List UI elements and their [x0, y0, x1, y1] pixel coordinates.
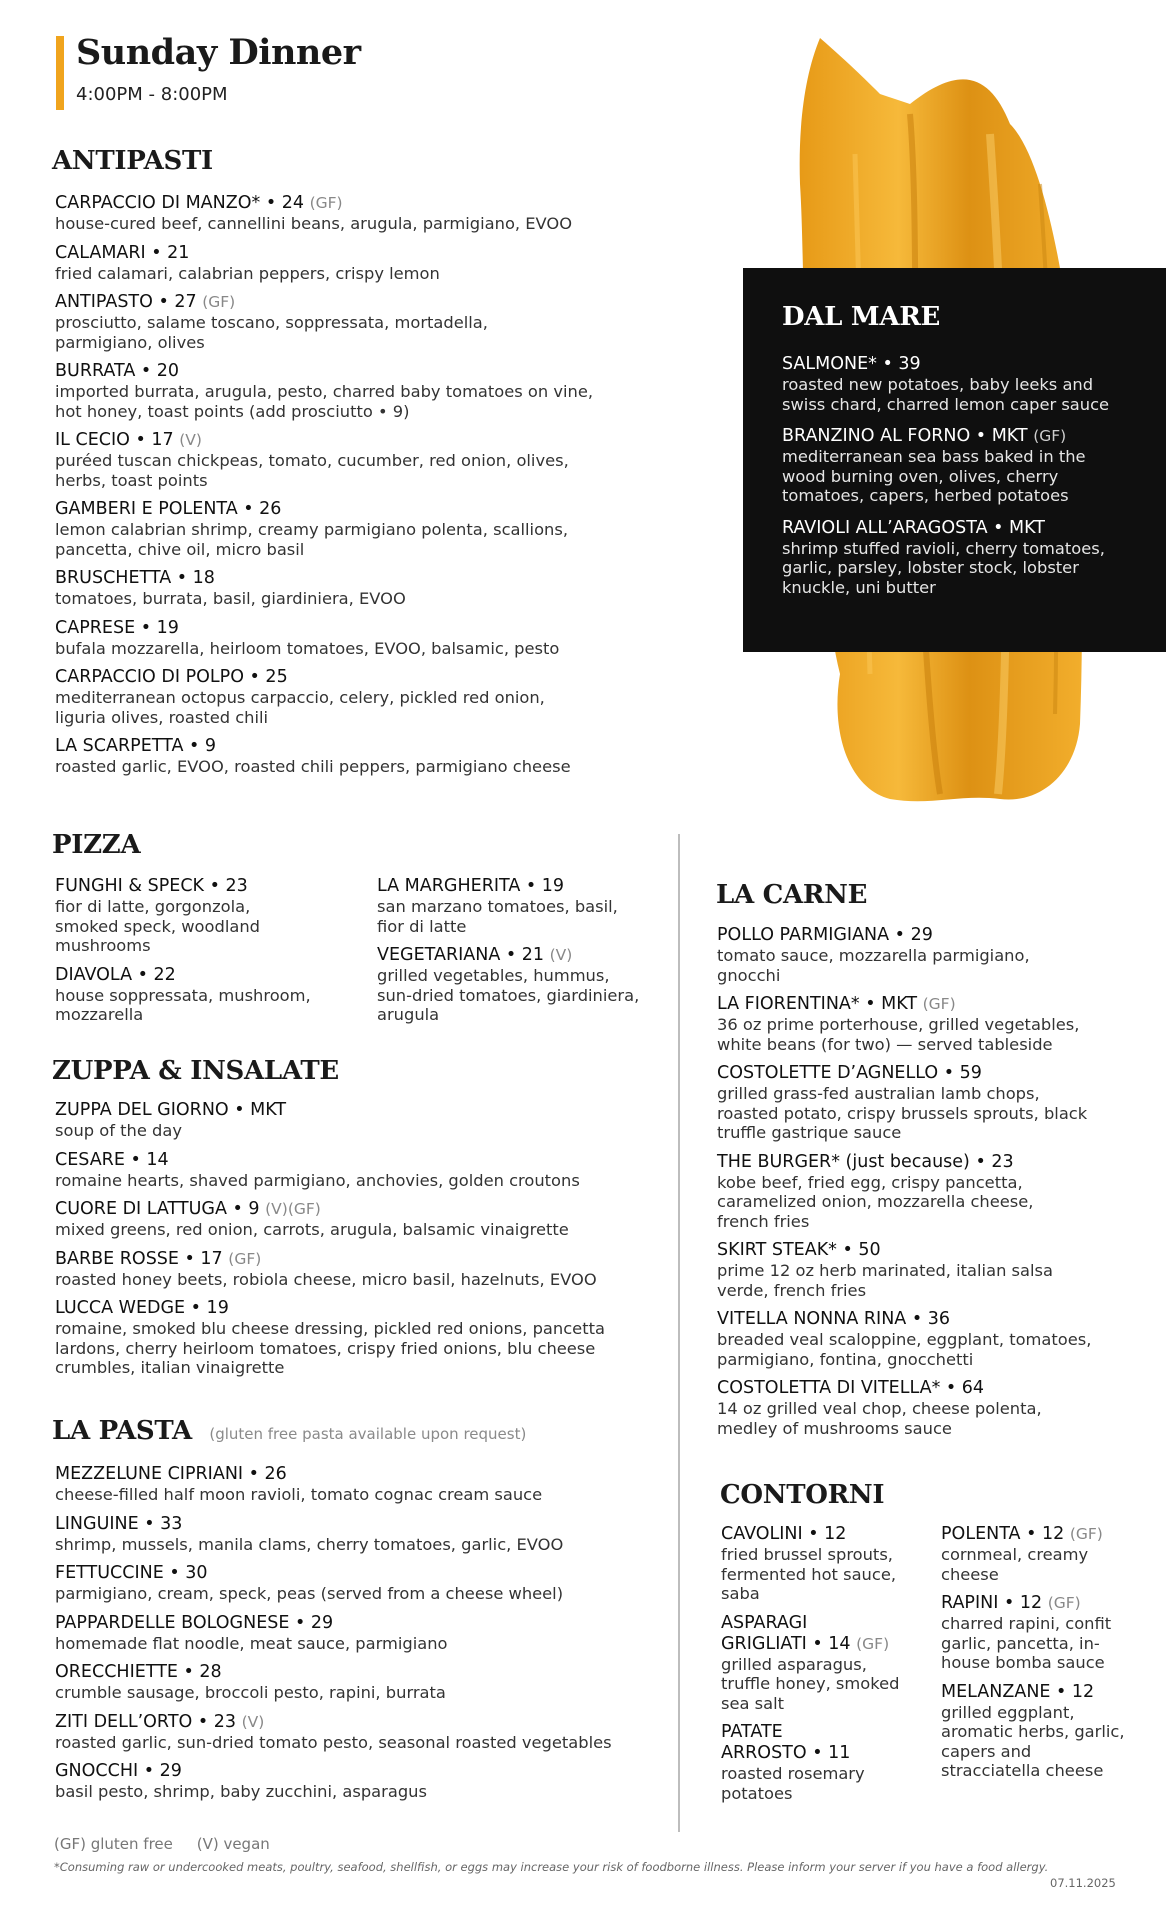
- carne-list: [717, 925, 1137, 1447]
- item-name: LA MARGHERITA • 19: [377, 876, 565, 896]
- item-description: 36 oz prime porterhouse, grilled vegetables, white beans (for two) — served tableside: [717, 1015, 1080, 1054]
- item-name: ORECCHIETTE • 28: [55, 1662, 222, 1682]
- item-description: prime 12 oz herb marinated, italian salsa verde, french fries: [717, 1261, 1053, 1300]
- menu-item: [55, 667, 675, 727]
- item-name: LA FIORENTINA* • MKT: [717, 994, 918, 1014]
- menu-item: [721, 1613, 921, 1714]
- menu-item: [55, 1563, 675, 1604]
- item-name: COSTOLETTE D’AGNELLO • 59: [717, 1063, 982, 1083]
- section-heading-la-carne: LA CARNE: [716, 880, 868, 910]
- menu-item: [717, 925, 1137, 985]
- item-name: BURRATA • 20: [55, 361, 180, 381]
- menu-date: 07.11.2025: [1050, 1876, 1116, 1890]
- item-name: LA SCARPETTA • 9: [55, 736, 217, 756]
- item-name: POLLO PARMIGIANA • 29: [717, 925, 933, 945]
- item-name: CESARE • 14: [55, 1149, 169, 1170]
- item-name: ASPARAGI GRIGLIATI • 14: [721, 1612, 851, 1654]
- food-safety-disclaimer: *Consuming raw or undercooked meats, poultry, seafood, shellfish, or eggs may increase your risk of foodborne illness. Please inform your server if you have a food allergy.: [54, 1860, 1049, 1874]
- item-name: LINGUINE • 33: [55, 1513, 183, 1534]
- item-name: POLENTA • 12: [941, 1524, 1065, 1544]
- menu-item: [55, 618, 675, 659]
- menu-item: [55, 430, 675, 490]
- dietary-tag: (GF): [309, 194, 343, 212]
- section-heading-dal-mare: DAL MARE: [782, 302, 941, 332]
- item-description: imported burrata, arugula, pesto, charred baby tomatoes on vine, hot honey, toast points (add prosciutto • 9): [55, 382, 594, 421]
- item-description: fior di latte, gorgonzola, smoked speck, woodland mushrooms: [55, 897, 260, 955]
- item-description: tomatoes, burrata, basil, giardiniera, EVOO: [55, 589, 406, 608]
- item-description: grilled vegetables, hummus, sun-dried tomatoes, giardiniera, arugula: [377, 966, 640, 1024]
- section-heading-zuppa-insalate: ZUPPA & INSALATE: [52, 1056, 339, 1086]
- item-name: FETTUCCINE • 30: [55, 1563, 208, 1583]
- section-heading-pizza: PIZZA: [52, 830, 141, 860]
- item-description: basil pesto, shrimp, baby zucchini, asparagus: [55, 1782, 427, 1801]
- item-description: grilled eggplant, aromatic herbs, garlic, capers and stracciatella cheese: [941, 1702, 1125, 1780]
- item-name: VEGETARIANA • 21: [377, 945, 545, 965]
- menu-item: [55, 1150, 670, 1191]
- menu-item: [55, 1662, 675, 1703]
- service-hours: 4:00PM - 8:00PM: [76, 84, 228, 105]
- menu-item: [55, 1514, 675, 1555]
- menu-item: [55, 243, 675, 284]
- dal-mare-list: [782, 354, 1122, 606]
- item-description: 14 oz grilled veal chop, cheese polenta, medley of mushrooms sauce: [717, 1399, 1042, 1438]
- item-description: cornmeal, creamy cheese: [941, 1545, 1089, 1584]
- dietary-tag: (GF): [922, 995, 956, 1013]
- item-description: san marzano tomatoes, basil, fior di latte: [377, 897, 618, 936]
- item-description: parmigiano, cream, speck, peas (served from a cheese wheel): [55, 1584, 564, 1603]
- menu-item: [782, 426, 1122, 506]
- menu-item: [55, 568, 675, 609]
- dal-mare-panel: [743, 268, 1166, 652]
- item-description: breaded veal scaloppine, eggplant, tomatoes, parmigiano, fontina, gnocchetti: [717, 1330, 1092, 1369]
- item-name: COSTOLETTA DI VITELLA* • 64: [717, 1378, 985, 1398]
- menu-item: [55, 1464, 675, 1505]
- item-name: CAVOLINI • 12: [721, 1524, 847, 1544]
- menu-item: [55, 1249, 670, 1290]
- item-name: ZUPPA DEL GIORNO • MKT: [55, 1100, 287, 1120]
- item-name: GNOCCHI • 29: [55, 1761, 182, 1781]
- item-description: tomato sauce, mozzarella parmigiano, gnocchi: [717, 946, 1030, 985]
- item-name: SKIRT STEAK* • 50: [717, 1240, 881, 1260]
- section-heading-contorni: CONTORNI: [720, 1480, 885, 1510]
- item-description: mediterranean octopus carpaccio, celery, pickled red onion, liguria olives, roasted chili: [55, 688, 545, 727]
- la-pasta-title: LA PASTA: [52, 1416, 192, 1446]
- menu-item: [55, 876, 315, 956]
- menu-item: [55, 1100, 670, 1141]
- item-description: fried calamari, calabrian peppers, crispy lemon: [55, 263, 440, 283]
- item-description: romaine, smoked blu cheese dressing, pickled red onions, pancetta lardons, cherry heirloom tomatoes, crispy fried onions, blu cheese crumbles, italian vinaigrette: [55, 1319, 605, 1377]
- dietary-tag: (GF): [856, 1634, 890, 1653]
- menu-item: [55, 361, 675, 421]
- item-name: ANTIPASTO • 27: [55, 292, 197, 312]
- dietary-tag: (V): [179, 431, 202, 449]
- item-description: roasted garlic, EVOO, roasted chili peppers, parmigiano cheese: [55, 757, 571, 776]
- item-name: PAPPARDELLE BOLOGNESE • 29: [55, 1612, 334, 1633]
- menu-item: [55, 292, 675, 352]
- item-name: MEZZELUNE CIPRIANI • 26: [55, 1464, 287, 1484]
- item-description: grilled asparagus, truffle honey, smoked sea salt: [721, 1654, 900, 1713]
- item-description: roasted garlic, sun-dried tomato pesto, seasonal roasted vegetables: [55, 1732, 612, 1752]
- item-description: fried brussel sprouts, fermented hot sauce, saba: [721, 1545, 897, 1603]
- item-description: homemade flat noodle, meat sauce, parmigiano: [55, 1633, 448, 1653]
- item-description: romaine hearts, shaved parmigiano, anchovies, golden croutons: [55, 1170, 580, 1190]
- dietary-tag: (V)(GF): [265, 1200, 321, 1218]
- item-description: mediterranean sea bass baked in the wood burning oven, olives, cherry tomatoes, capers, herbed potatoes: [782, 447, 1086, 505]
- menu-item: [55, 1298, 670, 1378]
- menu-item: [55, 1199, 670, 1240]
- menu-item: [717, 1152, 1137, 1232]
- item-name: CUORE DI LATTUGA • 9: [55, 1199, 260, 1219]
- menu-item: [55, 965, 315, 1025]
- contorni-list-left: [721, 1524, 921, 1812]
- menu-item: [717, 1240, 1137, 1300]
- dietary-tag: (V): [549, 946, 573, 964]
- menu-item: [55, 736, 675, 777]
- dietary-tag: (GF): [1047, 1594, 1081, 1612]
- menu-item: [782, 354, 1122, 414]
- item-name: PATATE ARROSTO • 11: [721, 1722, 851, 1763]
- item-name: RAVIOLI ALL’ARAGOSTA • MKT: [782, 517, 1045, 538]
- menu-item: [717, 994, 1137, 1054]
- item-name: BRUSCHETTA • 18: [55, 568, 215, 588]
- accent-bar: [56, 36, 64, 110]
- item-name: THE BURGER* (just because) • 23: [717, 1151, 1014, 1172]
- item-name: LUCCA WEDGE • 19: [55, 1298, 229, 1318]
- item-name: IL CECIO • 17: [55, 430, 174, 450]
- zuppa-list: [55, 1100, 670, 1387]
- item-description: soup of the day: [55, 1121, 182, 1140]
- pizza-list-left: [55, 876, 315, 1034]
- menu-item: [377, 945, 647, 1025]
- item-description: roasted new potatoes, baby leeks and swiss chard, charred lemon caper sauce: [782, 375, 1110, 414]
- menu-item: [721, 1524, 921, 1604]
- item-description: kobe beef, fried egg, crispy pancetta, caramelized onion, mozzarella cheese, french fries: [717, 1172, 1034, 1231]
- menu-item: [721, 1722, 921, 1803]
- menu-item: [717, 1309, 1137, 1369]
- item-description: crumble sausage, broccoli pesto, rapini, burrata: [55, 1683, 446, 1702]
- menu-item: [55, 1613, 675, 1654]
- item-description: house-cured beef, cannellini beans, arugula, parmigiano, EVOO: [55, 214, 573, 233]
- dietary-tag: (GF): [1069, 1525, 1103, 1543]
- menu-item: [717, 1063, 1137, 1143]
- item-description: grilled grass-fed australian lamb chops, roasted potato, crispy brussels sprouts, black truffle gastrique sauce: [717, 1084, 1088, 1142]
- section-heading-antipasti: ANTIPASTI: [52, 146, 213, 176]
- item-name: BRANZINO AL FORNO • MKT: [782, 426, 1028, 446]
- item-name: CAPRESE • 19: [55, 617, 179, 638]
- page-title: Sunday Dinner: [76, 32, 361, 73]
- contorni-list-right: [941, 1524, 1146, 1790]
- column-divider: [678, 834, 680, 1832]
- dietary-legend: (GF) gluten free (V) vegan: [54, 1835, 270, 1853]
- item-description: roasted honey beets, robiola cheese, micro basil, hazelnuts, EVOO: [55, 1269, 597, 1289]
- menu-item: [55, 499, 675, 559]
- item-name: DIAVOLA • 22: [55, 964, 176, 985]
- item-description: shrimp stuffed ravioli, cherry tomatoes, garlic, parsley, lobster stock, lobster knuckle, uni butter: [782, 538, 1105, 597]
- menu-item: [55, 1712, 675, 1753]
- item-name: CARPACCIO DI POLPO • 25: [55, 667, 288, 687]
- item-description: shrimp, mussels, manila clams, cherry tomatoes, garlic, EVOO: [55, 1534, 564, 1554]
- item-name: CALAMARI • 21: [55, 242, 190, 263]
- gluten-free-note: (gluten free pasta available upon request): [209, 1425, 527, 1443]
- item-description: lemon calabrian shrimp, creamy parmigiano polenta, scallions, pancetta, chive oil, micro basil: [55, 520, 569, 559]
- menu-item: [941, 1593, 1146, 1673]
- dietary-tag: (GF): [228, 1249, 262, 1268]
- menu-item: [782, 518, 1122, 598]
- item-description: puréed tuscan chickpeas, tomato, cucumber, red onion, olives, herbs, toast points: [55, 451, 569, 490]
- item-description: charred rapini, confit garlic, pancetta, in-house bomba sauce: [941, 1614, 1112, 1672]
- item-name: MELANZANE • 12: [941, 1681, 1095, 1702]
- item-name: CARPACCIO DI MANZO* • 24: [55, 193, 304, 213]
- item-description: mixed greens, red onion, carrots, arugula, balsamic vinaigrette: [55, 1220, 569, 1239]
- item-description: cheese-filled half moon ravioli, tomato cognac cream sauce: [55, 1485, 543, 1504]
- menu-item: [717, 1378, 1137, 1438]
- item-description: bufala mozzarella, heirloom tomatoes, EVOO, balsamic, pesto: [55, 638, 560, 658]
- item-name: SALMONE* • 39: [782, 354, 921, 374]
- item-name: RAPINI • 12: [941, 1593, 1043, 1613]
- item-name: GAMBERI E POLENTA • 26: [55, 499, 282, 519]
- item-name: FUNGHI & SPECK • 23: [55, 876, 248, 896]
- section-heading-la-pasta: [52, 1416, 526, 1446]
- item-name: BARBE ROSSE • 17: [55, 1248, 223, 1269]
- item-name: ZITI DELL’ORTO • 23: [55, 1711, 236, 1732]
- dietary-tag: (GF): [202, 293, 236, 311]
- menu-item: [941, 1524, 1146, 1584]
- dietary-tag: (GF): [1033, 427, 1067, 445]
- item-name: VITELLA NONNA RINA • 36: [717, 1309, 950, 1329]
- menu-item: [55, 1761, 675, 1802]
- item-description: roasted rosemary potatoes: [721, 1764, 865, 1803]
- pasta-list: [55, 1464, 675, 1811]
- pizza-list-right: [377, 876, 647, 1034]
- dietary-tag: (V): [241, 1712, 265, 1731]
- menu-item: [377, 876, 647, 936]
- menu-item: [941, 1682, 1146, 1781]
- item-description: house soppressata, mushroom, mozzarella: [55, 985, 311, 1024]
- item-description: prosciutto, salame toscano, soppressata, mortadella, parmigiano, olives: [55, 313, 488, 352]
- antipasti-list: [55, 193, 675, 786]
- menu-item: [55, 193, 675, 234]
